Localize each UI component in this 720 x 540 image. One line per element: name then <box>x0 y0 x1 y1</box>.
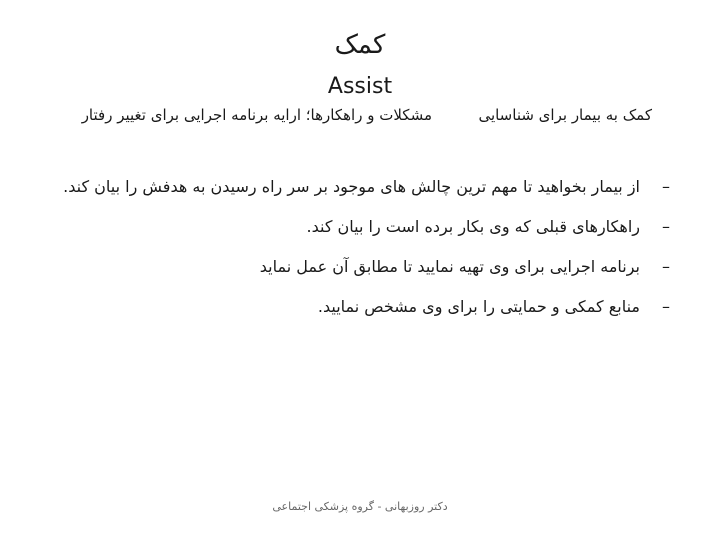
bullet-item <box>40 174 670 200</box>
bullet-dash: – <box>662 257 670 276</box>
intro-text-right: کمک به بیمار برای شناسایی <box>478 106 652 124</box>
slide-footer: دکتر روزبهانی - گروه پزشکی اجتماعی <box>272 500 448 513</box>
intro-text-left: مشکلات و راهکارها؛ ارایه برنامه اجرایی برای تغییر رفتار <box>81 106 432 124</box>
bullet-text: از بیمار بخواهید تا مهم ترین چالش های موجود بر سر راه رسیدن به هدفش را بیان کند. <box>63 177 640 196</box>
bullet-dash: – <box>662 217 670 236</box>
bullet-text: برنامه اجرایی برای وی تهیه نمایید تا مطابق آن عمل نماید <box>259 257 640 276</box>
bullet-item <box>40 254 670 280</box>
bullet-text: راهکارهای قبلی که وی بکار برده است را بیان کند. <box>306 217 640 236</box>
slide-title: کمک <box>334 30 386 60</box>
bullet-item <box>40 294 670 320</box>
bullet-dash: – <box>662 297 670 316</box>
bullet-dash: – <box>662 177 670 196</box>
bullet-text: منابع کمکی و حمایتی را برای وی مشخص نمایید. <box>317 297 640 316</box>
bullet-list <box>40 174 670 334</box>
bullet-item <box>40 214 670 240</box>
slide-subtitle: Assist <box>327 74 393 99</box>
